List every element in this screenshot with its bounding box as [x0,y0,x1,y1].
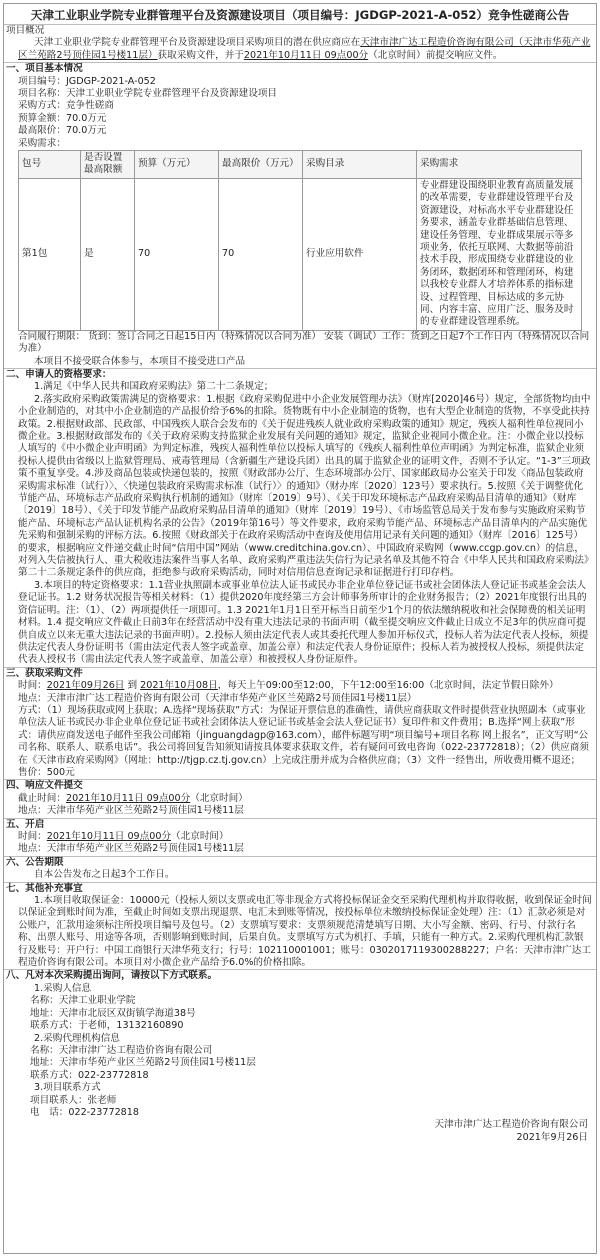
opening-heading: 五、开启 [6,818,45,830]
qualification-p2: 2.落实政府采购政策需满足的资格要求：1.根据《政府采购促进中小企业发展管理办法》（财库[2020]46号）规定，全部货物均由中小企业制造的，对其中小企业制造的产品报价给予6%的扣除。货物既有中小企业制造的货物，也有大型企业制造的货物，不享受此扶持政策。2.根据财政部、民政部、中国残疾人联合会发布的《关于促进残疾人就业政府采购政策的通知》规定，残疾人福利性单位视同小微企业。3.根据财政部发布的《关于政府采购支持监狱企业发展有关问题的通知》规定，监狱企业视同小微企业。注：小微企业以投标人填写的《中小微企业声明函》为判定标准，残疾人福利性单位以投标人填写的《残疾人福利性单位声明函》为判定标准，监狱企业须投标人提供由省级以上监狱管理局、戒毒管理局（含新疆生产建设兵团）出具的属于监狱企业的证明文件，否则不予认定。“1-3”三项政策不重复享受。4.涉及商品包装或快递包装的，按照《财政部办公厅、生态环境部办公厅、国家邮政局办公室关于印发〈商品包装政府采购需求标准（试行）〉、〈快递包装政府采购需求标准（试行）〉的通知》（财办库〔2020〕123号）要求执行。5.按照《关于调整优化节能产品、环境标志产品政府采购执行机制的通知》（财库〔2019〕9号）、《关于印发环境标志产品政府采购品目清单的通知》（财库〔2019〕18号）、《关于印发节能产品政府采购品目清单的通知》（财库〔2019〕19号）、《市场监管总局关于发布参与实施政府采购节能产品、环境标志产品认证机构名录的公告》（2019年第16号）等文件要求，政府采购节能产品、环境标志产品目清单内的产品实施优先采购和强制采购的评标方法。6.按照《财政部关于在政府采购活动中查询及使用信用记录有关问题的通知》（财库〔2016〕125号）的要求，根据响应文件递交截止时间“信用中国”网站（www.creditchina.gov.cn）、中国政府采购网（www.ccgp.gov.cn）的信息，对列入失信被执行人、重大税收违法案件当事人名单、政府采购严重违法失信行为记录名单及其他不符合《中华人民共和国政府采购法》第二十二条规定条件的供应商，拒绝参与政府采购活动，同时对信用信息查询记录和证据进行打印存档。 [18,393,591,579]
obtain-place: 地点：天津市津广达工程造价咨询有限公司（天津市华苑产业区兰苑路2号顶佳园1号楼11层） [18,692,417,704]
submission-place: 地点：天津市华苑产业区兰苑路2号顶佳园1号楼11层 [18,805,244,817]
signature-org: 天津市津广达工程造价咨询有限公司 [434,1119,588,1131]
submission-deadline-label: 截止时间： [18,792,66,804]
submission-section [4,779,596,817]
purchaser-name: 名称：天津工业职业学院 [30,995,136,1007]
budget-amount: 预算金额：70.0万元 [18,112,107,124]
contract-period: 合同履行期限： 货到：签订合同之日起15日内（特殊情况以合同为准） 安装（调试）工作：货到之日起7个工作日内（特殊情况以合同为准） [18,330,590,355]
qualification-heading: 二、申请人的资格要求： [6,368,112,380]
obtain-method: 方式：（1）现场获取或网上获取；A.选择“现场获取”方式：为保证开票信息的准确性，请供应商获取文件时提供营业执照副本（或事业单位法人证书或民办非企业单位登记证书或社会团体法人登记证书或基金会法人登记证书）复印件和文件费用；B.选择“网上获取”形式：请供应商发送电子邮件至我公司邮箱（jinguangdagp@163.com），邮件标题写明“项目编号+项目名称 网上报名”，正文写明“公司名称、联系人、联系电话”。我公司将回复告知须知请按具体要求获取文件，若有疑问可致电咨询（022-23772818）；（2）供应商须在《天津市政府采购网》（网址：http://tjgp.cz.tj.gov.cn）上完成注册并成为合格供应商；（3）文件一经售出，所收费用概不退还； [18,704,589,766]
page-title: 天津工业职业学院专业群管理平台及资源建设项目（项目编号：JGDGP-2021-A-052）竞争性磋商公告 [30,8,570,22]
overview-section [4,24,596,62]
table-cell: 70 [135,178,219,330]
purchaser-contact: 联系方式：于老师，13132160890 [30,1020,184,1032]
obtain-time [4,680,596,692]
opening-time-tz: （北京时间） [171,831,229,842]
obtain-start-date: 2021年09月26日 [46,680,125,692]
table-header: 是否设置最高限额 [81,151,135,179]
table-cell: 行业应用软件 [303,178,417,330]
table-header: 包号 [19,151,81,179]
other-matters-heading: 七、其他补充事宜 [6,882,83,894]
overview-agency: 天津市津广达工程造价咨询有限公司（天津市华苑产业区兰苑路2号顶佳园1号楼11层） [18,37,591,61]
overview-text [4,37,596,62]
requirements-table [18,150,582,331]
table-cell: 是 [81,178,135,330]
opening-time [4,831,596,843]
submission-heading: 四、响应文件提交 [6,780,83,792]
table-header: 最高限价（万元） [219,151,303,179]
table-header-row [19,151,582,179]
submission-deadline-tz: （北京时间） [190,792,248,804]
agency-address: 地址：天津市华苑产业区兰苑路2号顶佳园1号楼11层 [30,1057,256,1069]
submission-deadline [4,793,596,805]
project-number: 项目编号：JGDGP-2021-A-052 [18,75,156,87]
table-header: 采购需求 [417,151,582,179]
consortium-note: 本项目不接受联合体参与，本项目不接受进口产品 [34,355,246,367]
max-price: 最高限价：70.0万元 [18,125,107,137]
other-matters-section [4,882,596,970]
announcement-page [3,3,597,1254]
notice-period-heading: 六、公告期限 [6,856,64,868]
opening-place: 地点：天津市华苑产业区兰苑路2号顶佳园1号楼11层 [18,843,244,855]
procurement-method: 采购方式：竞争性磋商 [18,100,114,112]
notice-period-section [4,856,596,882]
table-header: 预算（万元） [135,151,219,179]
opening-time-label: 时间： [18,831,47,842]
project-contact-title: 3.项目联系方式 [34,1082,101,1094]
basic-info-section [4,62,596,368]
obtain-to: 到 [124,680,141,692]
purchaser-address: 地址：天津市北辰区双街镇学海道38号 [30,1007,196,1019]
overview-heading: 项目概况 [6,25,45,36]
agency-title: 2.采购代理机构信息 [34,1032,120,1044]
project-contact-phone: 电 话：022-23772818 [30,1106,139,1118]
obtain-end-date: 2021年10月08日 [140,680,218,692]
notice-period-text: 自本公告发布之日起3个工作日。 [34,869,175,881]
table-cell: 专业群建设围绕职业教育高质量发展的改革需要，专业群建设管理平台及资源建设，对标高水平专业群建设任务要求，涵盖专业群基础信息管理、建设任务管理、专业群成果展示等多项业务，依托互联网、大数据等前沿技术手段，形成围绕专业群建设的业务闭环，数据闭环和管理闭环，构建以我校专业群人才培养体系的指标建设、过程管理、目标达成的多元协同、内容丰富、应用广泛、服务及时的专业群建设管理系统。 [417,178,582,330]
opening-section [4,818,596,856]
table-cell: 70 [219,178,303,330]
signature-date: 2021年9月26日 [516,1131,588,1143]
agency-name: 名称：天津市津广达工程造价咨询有限公司 [30,1044,213,1056]
contact-heading: 八、凡对本次采购提出询问，请按以下方式联系。 [6,970,218,982]
qualification-section [4,368,596,667]
overview-deadline: 2021年10月11日 09点00分 [243,49,369,61]
opening-time-value: 2021年10月11日 09点00分 [46,831,172,842]
obtain-docs-section [4,667,596,780]
contact-section [4,969,596,1144]
overview-mid: 获取采购文件，并于 [157,49,244,61]
table-row [19,178,582,330]
table-header: 采购目录 [303,151,417,179]
requirements-label: 采购需求： [18,137,66,149]
obtain-hours: ，每天上午09:00至12:00，下午12:00至16:00（北京时间，法定节假日除外） [217,680,559,692]
project-contact-person: 项目联系人：张老师 [30,1094,117,1106]
other-matters-text: 1.本项目收取保证金：10000元（投标人须以支票或电汇等非现金方式将投标保证金交至采购代理机构并取得收据，收到保证金时间以保证金到账时间为准，至截止时间如支票出现退票、电汇未到账等情况，按投标单位未缴纳投标保证金处理）注：（1）汇款必须是对公账户，汇款用途须标注所投项目编号及包号。（2）支票填写要求：支票须规范清楚填写日期、大小写金额、密码、行号、付款行名称、出票人账号、用途等各项，否则影响到账时间，后果自负。支票填写方式为机打、手填，只能有一种方式。2.采购代理机构汇款银行及账号：开户行：中国工商银行天津华苑支行；行号：102110001001；账号：0302017119300288227；户名：天津市津广达工程造价咨询有限公司。本项目对小微企业产品给予6.0%的价格扣除。 [18,895,592,969]
overview-post: （北京时间）前提交响应文件。 [368,49,503,61]
overview-pre: 天津工业职业学院专业群管理平台及资源建设项目采购项目的潜在供应商应在 [34,37,361,49]
purchaser-title: 1.采购人信息 [34,982,92,994]
submission-deadline-value: 2021年10月11日 09点00分 [65,792,191,804]
qualification-p1: 1.满足《中华人民共和国政府采购法》第二十二条规定； [34,381,274,393]
doc-price: 售价：500元 [18,766,75,778]
basic-info-heading: 一、项目基本情况 [6,63,83,75]
obtain-time-label: 时间： [18,680,47,692]
qualification-p3: 3.本项目的特定资格要求：1.1营业执照副本或事业单位法人证书或民办非企业单位登记证书或社会团体法人登记证书或基金会法人登记证书。1.2 财务状况报告等相关材料：（1）提供2020年度经第三方会计师事务所审计的企业财务报告；（2）2021年度银行出具的资信证明。注：（1）、（2）两项提供任一项即可。1.3 2021年1月1日至开标当日前至少1个月的依法缴纳税收和社会保障费的相关证明材料。1.4 提交响应文件截止日前3年在经营活动中没有重大违法记录的书面声明（截至提交响应文件截止日成立不足3年的供应商可提供自成立以来无重大违法记录的书面声明）。2.投标人须由法定代表人或其委托代理人参加开标仪式，投标人若为法定代表人投标，须提供法定代表人身份证明书（需由法定代表人签字或盖章、加盖公章）和法定代表人身份证原件；投标人若为被授权人投标，须提供法定代表人授权书（需由法定代表人签字或盖章、加盖公章）和被授权人身份证原件。 [18,579,589,666]
agency-contact: 联系方式：022-23772818 [30,1069,149,1081]
table-cell: 第1包 [19,178,81,330]
project-name: 项目名称：天津工业职业学院专业群管理平台及资源建设项目 [18,88,278,100]
obtain-docs-heading: 三、获取采购文件 [6,667,83,679]
